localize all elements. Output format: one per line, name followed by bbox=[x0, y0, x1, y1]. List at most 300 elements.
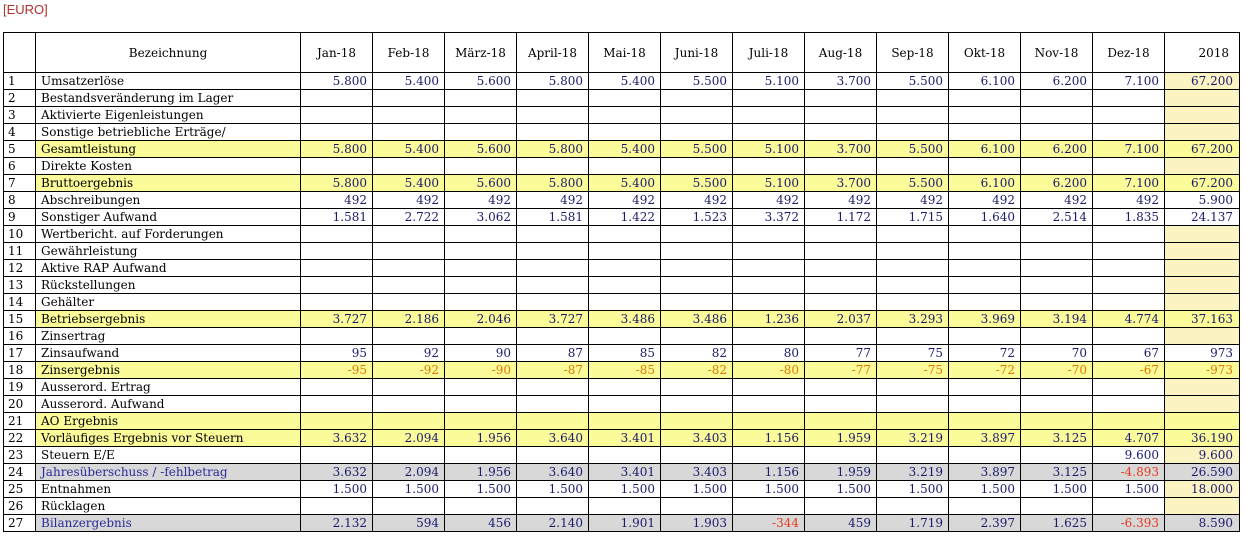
value-cell: 492 bbox=[301, 192, 373, 209]
table-row bbox=[4, 141, 1240, 158]
value-cell: 3.897 bbox=[949, 430, 1021, 447]
value-cell bbox=[949, 158, 1021, 175]
value-cell bbox=[301, 226, 373, 243]
value-cell bbox=[733, 243, 805, 260]
value-cell: 3.219 bbox=[877, 430, 949, 447]
row-number-cell: 9 bbox=[4, 209, 36, 226]
value-cell bbox=[589, 260, 661, 277]
row-number-cell: 27 bbox=[4, 515, 36, 532]
value-cell bbox=[301, 413, 373, 430]
table-row bbox=[4, 277, 1240, 294]
value-cell: 95 bbox=[301, 345, 373, 362]
value-cell: 3.632 bbox=[301, 464, 373, 481]
value-cell: -85 bbox=[589, 362, 661, 379]
value-cell: -6.393 bbox=[1093, 515, 1165, 532]
header-month-cell: Okt-18 bbox=[949, 33, 1021, 73]
value-cell bbox=[517, 498, 589, 515]
value-cell bbox=[1021, 260, 1093, 277]
value-cell: 2.397 bbox=[949, 515, 1021, 532]
row-label-cell: Jahresüberschuss / -fehlbetrag bbox=[36, 464, 301, 481]
value-cell: 3.401 bbox=[589, 430, 661, 447]
row-number-cell: 14 bbox=[4, 294, 36, 311]
value-cell: 1.835 bbox=[1093, 209, 1165, 226]
value-cell: 3.062 bbox=[445, 209, 517, 226]
value-cell bbox=[1021, 124, 1093, 141]
value-cell: 3.486 bbox=[589, 311, 661, 328]
table-row bbox=[4, 447, 1240, 464]
value-cell: 3.897 bbox=[949, 464, 1021, 481]
value-cell bbox=[661, 447, 733, 464]
value-cell bbox=[589, 447, 661, 464]
value-cell bbox=[301, 328, 373, 345]
value-cell bbox=[301, 447, 373, 464]
total-cell: 67.200 bbox=[1165, 175, 1240, 192]
value-cell: 87 bbox=[517, 345, 589, 362]
value-cell bbox=[301, 124, 373, 141]
total-cell bbox=[1165, 413, 1240, 430]
value-cell bbox=[805, 447, 877, 464]
value-cell bbox=[949, 379, 1021, 396]
total-cell: 5.900 bbox=[1165, 192, 1240, 209]
value-cell bbox=[949, 90, 1021, 107]
value-cell: 5.500 bbox=[877, 141, 949, 158]
total-cell: 9.600 bbox=[1165, 447, 1240, 464]
header-month-cell: Mai-18 bbox=[589, 33, 661, 73]
value-cell bbox=[661, 413, 733, 430]
value-cell: 5.800 bbox=[301, 141, 373, 158]
value-cell: 2.722 bbox=[373, 209, 445, 226]
row-number-cell: 12 bbox=[4, 260, 36, 277]
total-cell: 36.190 bbox=[1165, 430, 1240, 447]
value-cell bbox=[373, 90, 445, 107]
value-cell: 3.486 bbox=[661, 311, 733, 328]
row-number-cell: 4 bbox=[4, 124, 36, 141]
value-cell: 7.100 bbox=[1093, 73, 1165, 90]
row-number-cell: 23 bbox=[4, 447, 36, 464]
value-cell: 5.100 bbox=[733, 141, 805, 158]
value-cell bbox=[1021, 413, 1093, 430]
value-cell: 1.640 bbox=[949, 209, 1021, 226]
row-number-cell: 7 bbox=[4, 175, 36, 192]
value-cell: 3.700 bbox=[805, 175, 877, 192]
value-cell bbox=[1093, 498, 1165, 515]
value-cell bbox=[1093, 226, 1165, 243]
value-cell: 1.901 bbox=[589, 515, 661, 532]
value-cell bbox=[1021, 243, 1093, 260]
value-cell: 2.132 bbox=[301, 515, 373, 532]
total-cell bbox=[1165, 107, 1240, 124]
header-month-cell: Jan-18 bbox=[301, 33, 373, 73]
value-cell bbox=[1093, 260, 1165, 277]
value-cell bbox=[733, 226, 805, 243]
row-label-cell: Bestandsveränderung im Lager bbox=[36, 90, 301, 107]
value-cell bbox=[589, 498, 661, 515]
row-label-cell: Vorläufiges Ergebnis vor Steuern bbox=[36, 430, 301, 447]
value-cell: 3.401 bbox=[589, 464, 661, 481]
row-number-cell: 21 bbox=[4, 413, 36, 430]
value-cell: 492 bbox=[949, 192, 1021, 209]
value-cell: 2.186 bbox=[373, 311, 445, 328]
value-cell: 2.094 bbox=[373, 464, 445, 481]
value-cell: -77 bbox=[805, 362, 877, 379]
value-cell: 1.500 bbox=[373, 481, 445, 498]
value-cell bbox=[733, 498, 805, 515]
value-cell bbox=[733, 447, 805, 464]
value-cell bbox=[1093, 243, 1165, 260]
header-month-cell: Sep-18 bbox=[877, 33, 949, 73]
value-cell bbox=[589, 158, 661, 175]
value-cell: 1.956 bbox=[445, 464, 517, 481]
total-cell: 18.000 bbox=[1165, 481, 1240, 498]
value-cell: 492 bbox=[1093, 192, 1165, 209]
value-cell: -87 bbox=[517, 362, 589, 379]
value-cell: 3.727 bbox=[517, 311, 589, 328]
value-cell: 5.100 bbox=[733, 73, 805, 90]
row-number-cell: 8 bbox=[4, 192, 36, 209]
value-cell: 1.500 bbox=[445, 481, 517, 498]
row-number-cell: 10 bbox=[4, 226, 36, 243]
total-cell: 26.590 bbox=[1165, 464, 1240, 481]
value-cell bbox=[1021, 328, 1093, 345]
value-cell bbox=[589, 124, 661, 141]
value-cell bbox=[1021, 498, 1093, 515]
value-cell: 492 bbox=[373, 192, 445, 209]
value-cell: 1.715 bbox=[877, 209, 949, 226]
value-cell bbox=[445, 413, 517, 430]
value-cell: 2.037 bbox=[805, 311, 877, 328]
table-row bbox=[4, 192, 1240, 209]
value-cell bbox=[445, 243, 517, 260]
value-cell bbox=[1021, 90, 1093, 107]
value-cell bbox=[661, 379, 733, 396]
value-cell: 3.727 bbox=[301, 311, 373, 328]
value-cell bbox=[589, 277, 661, 294]
value-cell: 5.800 bbox=[517, 73, 589, 90]
value-cell bbox=[949, 243, 1021, 260]
value-cell: 492 bbox=[1021, 192, 1093, 209]
value-cell bbox=[661, 277, 733, 294]
value-cell: 1.500 bbox=[733, 481, 805, 498]
value-cell bbox=[1093, 90, 1165, 107]
value-cell: 492 bbox=[517, 192, 589, 209]
value-cell: 1.956 bbox=[445, 430, 517, 447]
value-cell bbox=[877, 294, 949, 311]
value-cell bbox=[1093, 294, 1165, 311]
value-cell: -70 bbox=[1021, 362, 1093, 379]
row-label-cell: Betriebsergebnis bbox=[36, 311, 301, 328]
value-cell: 6.200 bbox=[1021, 141, 1093, 158]
value-cell: 1.156 bbox=[733, 430, 805, 447]
row-label-cell: Ausserord. Ertrag bbox=[36, 379, 301, 396]
value-cell bbox=[445, 90, 517, 107]
value-cell bbox=[445, 396, 517, 413]
value-cell bbox=[805, 124, 877, 141]
value-cell: 3.969 bbox=[949, 311, 1021, 328]
value-cell: 3.632 bbox=[301, 430, 373, 447]
value-cell: 72 bbox=[949, 345, 1021, 362]
value-cell: 3.125 bbox=[1021, 464, 1093, 481]
value-cell bbox=[949, 107, 1021, 124]
value-cell bbox=[877, 328, 949, 345]
value-cell bbox=[373, 107, 445, 124]
value-cell bbox=[373, 158, 445, 175]
table-row bbox=[4, 413, 1240, 430]
value-cell bbox=[1093, 328, 1165, 345]
total-cell bbox=[1165, 243, 1240, 260]
value-cell bbox=[877, 379, 949, 396]
header-month-cell: Dez-18 bbox=[1093, 33, 1165, 73]
value-cell bbox=[1021, 447, 1093, 464]
value-cell bbox=[517, 243, 589, 260]
value-cell bbox=[877, 260, 949, 277]
value-cell: 7.100 bbox=[1093, 141, 1165, 158]
value-cell bbox=[301, 294, 373, 311]
value-cell: 6.100 bbox=[949, 141, 1021, 158]
value-cell bbox=[805, 260, 877, 277]
value-cell bbox=[949, 447, 1021, 464]
value-cell bbox=[877, 498, 949, 515]
value-cell bbox=[589, 226, 661, 243]
value-cell bbox=[1093, 124, 1165, 141]
value-cell: 456 bbox=[445, 515, 517, 532]
row-number-cell: 20 bbox=[4, 396, 36, 413]
row-label-cell: Gesamtleistung bbox=[36, 141, 301, 158]
row-label-cell: Aktive RAP Aufwand bbox=[36, 260, 301, 277]
value-cell bbox=[733, 158, 805, 175]
table-row bbox=[4, 107, 1240, 124]
table-row bbox=[4, 90, 1240, 107]
value-cell bbox=[445, 294, 517, 311]
value-cell bbox=[805, 226, 877, 243]
value-cell bbox=[661, 243, 733, 260]
value-cell bbox=[301, 379, 373, 396]
value-cell: 1.625 bbox=[1021, 515, 1093, 532]
value-cell: 492 bbox=[661, 192, 733, 209]
value-cell bbox=[805, 294, 877, 311]
total-cell bbox=[1165, 158, 1240, 175]
value-cell bbox=[445, 447, 517, 464]
total-cell bbox=[1165, 277, 1240, 294]
value-cell: 3.640 bbox=[517, 430, 589, 447]
row-number-cell: 22 bbox=[4, 430, 36, 447]
row-number-cell: 11 bbox=[4, 243, 36, 260]
value-cell bbox=[517, 447, 589, 464]
table-row bbox=[4, 430, 1240, 447]
value-cell bbox=[949, 277, 1021, 294]
value-cell bbox=[1093, 396, 1165, 413]
value-cell bbox=[949, 226, 1021, 243]
total-cell bbox=[1165, 226, 1240, 243]
value-cell: 1.500 bbox=[517, 481, 589, 498]
value-cell: 6.100 bbox=[949, 175, 1021, 192]
value-cell bbox=[373, 413, 445, 430]
value-cell: 5.400 bbox=[589, 175, 661, 192]
value-cell bbox=[301, 90, 373, 107]
value-cell: 85 bbox=[589, 345, 661, 362]
value-cell: 5.400 bbox=[589, 73, 661, 90]
row-label-cell: Gehälter bbox=[36, 294, 301, 311]
value-cell: 1.500 bbox=[589, 481, 661, 498]
header-month-cell: April-18 bbox=[517, 33, 589, 73]
value-cell: 5.500 bbox=[661, 73, 733, 90]
table-row bbox=[4, 345, 1240, 362]
row-number-cell: 3 bbox=[4, 107, 36, 124]
value-cell: 3.194 bbox=[1021, 311, 1093, 328]
total-cell: 8.590 bbox=[1165, 515, 1240, 532]
value-cell bbox=[949, 328, 1021, 345]
header-name-cell: Bezeichnung bbox=[36, 33, 301, 73]
value-cell bbox=[373, 498, 445, 515]
value-cell bbox=[373, 396, 445, 413]
total-cell: 24.137 bbox=[1165, 209, 1240, 226]
value-cell bbox=[301, 396, 373, 413]
value-cell bbox=[445, 158, 517, 175]
header-month-cell: Juli-18 bbox=[733, 33, 805, 73]
row-label-cell: Aktivierte Eigenleistungen bbox=[36, 107, 301, 124]
table-row bbox=[4, 73, 1240, 90]
value-cell: 1.500 bbox=[949, 481, 1021, 498]
header-num-cell bbox=[4, 33, 36, 73]
row-label-cell: AO Ergebnis bbox=[36, 413, 301, 430]
value-cell: 5.800 bbox=[517, 175, 589, 192]
value-cell: 82 bbox=[661, 345, 733, 362]
value-cell bbox=[661, 396, 733, 413]
value-cell bbox=[805, 328, 877, 345]
value-cell: 492 bbox=[733, 192, 805, 209]
value-cell bbox=[733, 328, 805, 345]
header-month-cell: Juni-18 bbox=[661, 33, 733, 73]
value-cell bbox=[733, 260, 805, 277]
value-cell bbox=[949, 260, 1021, 277]
value-cell bbox=[517, 413, 589, 430]
value-cell: 1.156 bbox=[733, 464, 805, 481]
table-row bbox=[4, 515, 1240, 532]
value-cell bbox=[661, 498, 733, 515]
value-cell bbox=[1093, 413, 1165, 430]
value-cell bbox=[1021, 396, 1093, 413]
value-cell bbox=[373, 277, 445, 294]
value-cell: 2.046 bbox=[445, 311, 517, 328]
value-cell: 80 bbox=[733, 345, 805, 362]
value-cell bbox=[805, 396, 877, 413]
row-number-cell: 2 bbox=[4, 90, 36, 107]
value-cell bbox=[445, 498, 517, 515]
value-cell: 1.500 bbox=[805, 481, 877, 498]
value-cell bbox=[877, 124, 949, 141]
value-cell bbox=[517, 124, 589, 141]
row-label-cell: Bilanzergebnis bbox=[36, 515, 301, 532]
row-number-cell: 17 bbox=[4, 345, 36, 362]
value-cell bbox=[949, 294, 1021, 311]
row-label-cell: Direkte Kosten bbox=[36, 158, 301, 175]
row-number-cell: 25 bbox=[4, 481, 36, 498]
value-cell: -95 bbox=[301, 362, 373, 379]
value-cell: -72 bbox=[949, 362, 1021, 379]
table-row bbox=[4, 226, 1240, 243]
table-row bbox=[4, 464, 1240, 481]
value-cell: 5.800 bbox=[301, 73, 373, 90]
value-cell bbox=[877, 396, 949, 413]
total-cell: 37.163 bbox=[1165, 311, 1240, 328]
value-cell bbox=[877, 107, 949, 124]
value-cell bbox=[733, 107, 805, 124]
value-cell bbox=[445, 260, 517, 277]
total-cell: 67.200 bbox=[1165, 141, 1240, 158]
row-label-cell: Rückstellungen bbox=[36, 277, 301, 294]
row-number-cell: 15 bbox=[4, 311, 36, 328]
value-cell: 492 bbox=[805, 192, 877, 209]
value-cell bbox=[373, 260, 445, 277]
value-cell bbox=[661, 226, 733, 243]
row-label-cell: Gewährleistung bbox=[36, 243, 301, 260]
value-cell bbox=[301, 260, 373, 277]
value-cell: 5.500 bbox=[877, 73, 949, 90]
value-cell: 1.422 bbox=[589, 209, 661, 226]
value-cell bbox=[301, 277, 373, 294]
value-cell bbox=[517, 328, 589, 345]
value-cell: 5.500 bbox=[661, 175, 733, 192]
value-cell: 1.500 bbox=[877, 481, 949, 498]
value-cell: 1.959 bbox=[805, 464, 877, 481]
value-cell: 70 bbox=[1021, 345, 1093, 362]
value-cell bbox=[1093, 158, 1165, 175]
row-label-cell: Sonstige betriebliche Erträge/ bbox=[36, 124, 301, 141]
value-cell bbox=[805, 379, 877, 396]
value-cell: -4.893 bbox=[1093, 464, 1165, 481]
row-label-cell: Steuern E/E bbox=[36, 447, 301, 464]
row-label-cell: Zinsergebnis bbox=[36, 362, 301, 379]
value-cell: 67 bbox=[1093, 345, 1165, 362]
value-cell bbox=[661, 107, 733, 124]
value-cell: 3.403 bbox=[661, 430, 733, 447]
row-label-cell: Bruttoergebnis bbox=[36, 175, 301, 192]
header-total-cell: 2018 bbox=[1165, 33, 1240, 73]
value-cell: 492 bbox=[445, 192, 517, 209]
row-number-cell: 24 bbox=[4, 464, 36, 481]
value-cell: 1.500 bbox=[661, 481, 733, 498]
value-cell: -80 bbox=[733, 362, 805, 379]
table-row bbox=[4, 498, 1240, 515]
table-row bbox=[4, 362, 1240, 379]
row-label-cell: Umsatzerlöse bbox=[36, 73, 301, 90]
value-cell: 1.236 bbox=[733, 311, 805, 328]
value-cell: -344 bbox=[733, 515, 805, 532]
value-cell: 3.219 bbox=[877, 464, 949, 481]
value-cell: 1.523 bbox=[661, 209, 733, 226]
value-cell bbox=[301, 158, 373, 175]
header-month-cell: Feb-18 bbox=[373, 33, 445, 73]
value-cell bbox=[877, 226, 949, 243]
row-number-cell: 16 bbox=[4, 328, 36, 345]
value-cell bbox=[805, 158, 877, 175]
value-cell: 3.372 bbox=[733, 209, 805, 226]
row-number-cell: 13 bbox=[4, 277, 36, 294]
total-cell bbox=[1165, 260, 1240, 277]
value-cell bbox=[589, 243, 661, 260]
value-cell bbox=[661, 294, 733, 311]
row-number-cell: 5 bbox=[4, 141, 36, 158]
value-cell bbox=[373, 294, 445, 311]
value-cell bbox=[877, 447, 949, 464]
value-cell bbox=[373, 379, 445, 396]
header-row bbox=[4, 33, 1240, 73]
header-month-cell: Aug-18 bbox=[805, 33, 877, 73]
table-row bbox=[4, 158, 1240, 175]
total-cell bbox=[1165, 396, 1240, 413]
value-cell bbox=[661, 124, 733, 141]
value-cell bbox=[805, 107, 877, 124]
value-cell: 5.600 bbox=[445, 73, 517, 90]
